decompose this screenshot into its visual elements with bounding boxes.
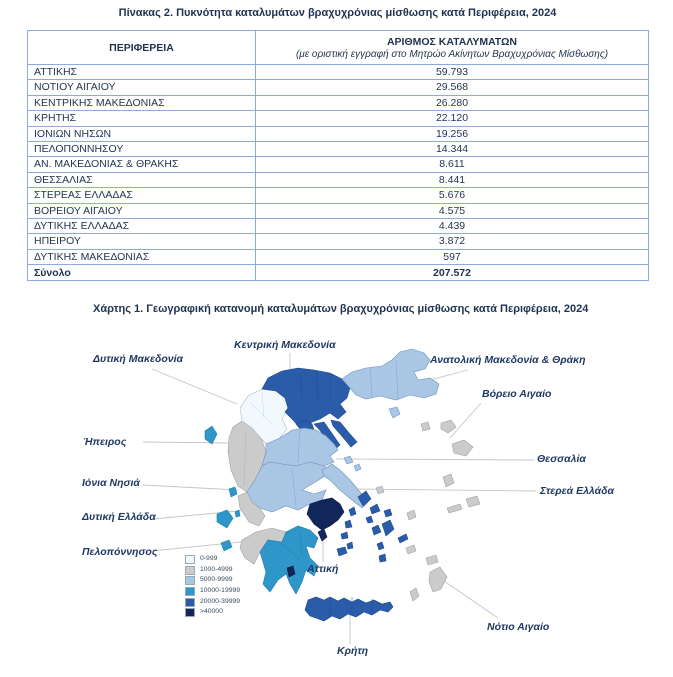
region-name-cell: ΔΥΤΙΚΗΣ ΜΑΚΕΔΟΝΙΑΣ bbox=[28, 249, 256, 264]
region-count-cell: 19.256 bbox=[256, 126, 649, 141]
legend-swatch bbox=[185, 587, 195, 596]
map-label-east-macedonia-thrace: Ανατολική Μακεδονία & Θράκη bbox=[430, 354, 586, 366]
region-count-cell: 22.120 bbox=[256, 111, 649, 126]
region-south-aegean-mykonos bbox=[384, 509, 392, 517]
region-name-cell: ΒΟΡΕΙΟΥ ΑΙΓΑΙΟΥ bbox=[28, 203, 256, 218]
region-count-cell: 3.872 bbox=[256, 234, 649, 249]
region-name-cell: ΚΡΗΤΗΣ bbox=[28, 111, 256, 126]
legend-item bbox=[185, 554, 240, 565]
region-count-cell: 8.441 bbox=[256, 172, 649, 187]
region-name-cell: ΑΤΤΙΚΗΣ bbox=[28, 65, 256, 80]
region-north-aegean-samos bbox=[466, 496, 480, 507]
region-count-cell: 4.575 bbox=[256, 203, 649, 218]
region-count-cell: 597 bbox=[256, 249, 649, 264]
region-count-cell: 59.793 bbox=[256, 65, 649, 80]
legend-item bbox=[185, 575, 240, 586]
region-samothrace-island bbox=[421, 422, 430, 431]
region-name-cell: ΠΕΛΟΠΟΝΝΗΣΟΥ bbox=[28, 142, 256, 157]
region-thassos-island bbox=[389, 407, 400, 418]
region-crete bbox=[305, 597, 393, 621]
map-label-attica: Αττική bbox=[307, 563, 339, 575]
region-east-macedonia-thrace bbox=[342, 349, 439, 400]
map-label-crete: Κρήτη bbox=[337, 645, 369, 657]
region-south-aegean-santorini bbox=[379, 554, 386, 562]
region-north-aegean-lemnos bbox=[441, 420, 456, 433]
map-label-west-macedonia: Δυτική Μακεδονία bbox=[93, 353, 184, 365]
legend-label: 10000-19999 bbox=[200, 587, 241, 594]
region-ionian-lefkada bbox=[229, 487, 237, 497]
map-label-sterea-ellada: Στερεά Ελλάδα bbox=[540, 485, 615, 497]
region-north-aegean-ikaria bbox=[447, 504, 462, 513]
column-header-region: ΠΕΡΙΦΕΡΕΙΑ bbox=[28, 31, 256, 65]
region-south-aegean-island bbox=[410, 588, 419, 601]
region-ionian-corfu bbox=[205, 426, 217, 444]
legend-swatch bbox=[185, 566, 195, 575]
region-count-cell: 14.344 bbox=[256, 142, 649, 157]
region-south-aegean-island bbox=[407, 510, 416, 520]
region-south-aegean-amorgos bbox=[398, 534, 408, 543]
region-south-aegean-island bbox=[426, 555, 438, 565]
region-count-cell: 29.568 bbox=[256, 80, 649, 95]
region-ionian-zakynthos bbox=[221, 540, 232, 551]
map-label-central-macedonia: Κεντρική Μακεδονία bbox=[234, 339, 336, 351]
legend-swatch bbox=[185, 576, 195, 585]
region-count-cell: 8.611 bbox=[256, 157, 649, 172]
region-name-cell: ΙΟΝΙΩΝ ΝΗΣΩΝ bbox=[28, 126, 256, 141]
legend-item bbox=[185, 565, 240, 576]
region-name-cell: ΘΕΣΣΑΛΙΑΣ bbox=[28, 172, 256, 187]
region-count-cell: 26.280 bbox=[256, 95, 649, 110]
legend-swatch bbox=[185, 555, 195, 564]
region-count-cell: 5.676 bbox=[256, 188, 649, 203]
region-attica bbox=[318, 529, 327, 541]
total-count: 207.572 bbox=[256, 265, 649, 281]
region-sporades-island bbox=[344, 456, 353, 464]
legend-swatch bbox=[185, 608, 195, 617]
map-label-thessaly: Θεσσαλία bbox=[537, 453, 586, 465]
region-sporades-island bbox=[354, 464, 361, 471]
region-north-aegean-chios bbox=[443, 474, 454, 487]
region-south-aegean-milos bbox=[337, 547, 347, 556]
region-name-cell: ΔΥΤΙΚΗΣ ΕΛΛΑΔΑΣ bbox=[28, 219, 256, 234]
region-south-aegean-paros bbox=[372, 525, 381, 535]
table-title: Πίνακας 2. Πυκνότητα καταλυμάτων βραχυχρόνιας μίσθωσης κατά Περιφέρεια, 2024 bbox=[118, 7, 557, 19]
legend-item bbox=[185, 586, 240, 597]
map-regions bbox=[205, 349, 480, 621]
region-south-aegean-syros bbox=[366, 516, 373, 523]
map-label-north-aegean: Βόρειο Αιγαίο bbox=[482, 388, 552, 400]
legend-label: 5000-9999 bbox=[200, 576, 233, 584]
region-south-aegean-sifnos bbox=[347, 542, 353, 549]
legend-item bbox=[185, 597, 240, 608]
region-south-aegean-island bbox=[429, 567, 447, 592]
region-south-aegean-ios bbox=[377, 542, 384, 550]
region-name-cell: ΑΝ. ΜΑΚΕΔΟΝΙΑΣ & ΘΡΑΚΗΣ bbox=[28, 157, 256, 172]
map-label-peloponnese: Πελοπόννησος bbox=[82, 546, 158, 558]
map-label-south-aegean: Νότιο Αιγαίο bbox=[487, 621, 550, 633]
region-name-cell: ΗΠΕΙΡΟΥ bbox=[28, 234, 256, 249]
legend-item bbox=[185, 607, 240, 618]
legend-label: >40000 bbox=[200, 608, 223, 616]
region-south-aegean-kea bbox=[349, 507, 356, 516]
region-skyros-island bbox=[376, 486, 384, 494]
region-south-aegean-kythnos bbox=[345, 520, 352, 528]
region-south-aegean-tinos bbox=[370, 504, 380, 514]
legend-label: 20000-39999 bbox=[200, 597, 241, 605]
map-label-ionian-islands: Ιόνια Νησιά bbox=[82, 477, 140, 489]
region-name-cell: ΝΟΤΙΟΥ ΑΙΓΑΙΟΥ bbox=[28, 80, 256, 95]
region-south-aegean-naxos bbox=[382, 520, 394, 536]
legend-label: 0-999 bbox=[200, 554, 218, 562]
total-label: Σύνολο bbox=[28, 265, 256, 281]
map-title: Χάρτης 1. Γεωγραφική κατανομή καταλυμάτων βραχυχρόνιας μίσθωσης κατά Περιφέρεια, 2024 bbox=[93, 303, 589, 315]
column-header-count-note: (με οριστική εγγραφή στο Μητρώο Ακίνητων Βραχυχρόνιας Μίσθωσης) bbox=[295, 49, 609, 60]
region-north-aegean-lesbos bbox=[452, 440, 473, 456]
region-count-cell: 4.439 bbox=[256, 219, 649, 234]
map-legend bbox=[185, 554, 240, 618]
region-name-cell: ΣΤΕΡΕΑΣ ΕΛΛΑΔΑΣ bbox=[28, 188, 256, 203]
map-label-west-greece: Δυτική Ελλάδα bbox=[82, 511, 156, 523]
legend-label: 1000-4999 bbox=[200, 565, 233, 573]
column-header-count-title: ΑΡΙΘΜΟΣ ΚΑΤΑΛΥΜΑΤΩΝ bbox=[386, 36, 518, 48]
region-name-cell: ΚΕΝΤΡΙΚΗΣ ΜΑΚΕΔΟΝΙΑΣ bbox=[28, 95, 256, 110]
map-label-epirus: Ήπειρος bbox=[83, 436, 127, 448]
region-south-aegean-serifos bbox=[341, 532, 348, 539]
legend-swatch bbox=[185, 598, 195, 607]
region-south-aegean-island bbox=[406, 545, 416, 554]
